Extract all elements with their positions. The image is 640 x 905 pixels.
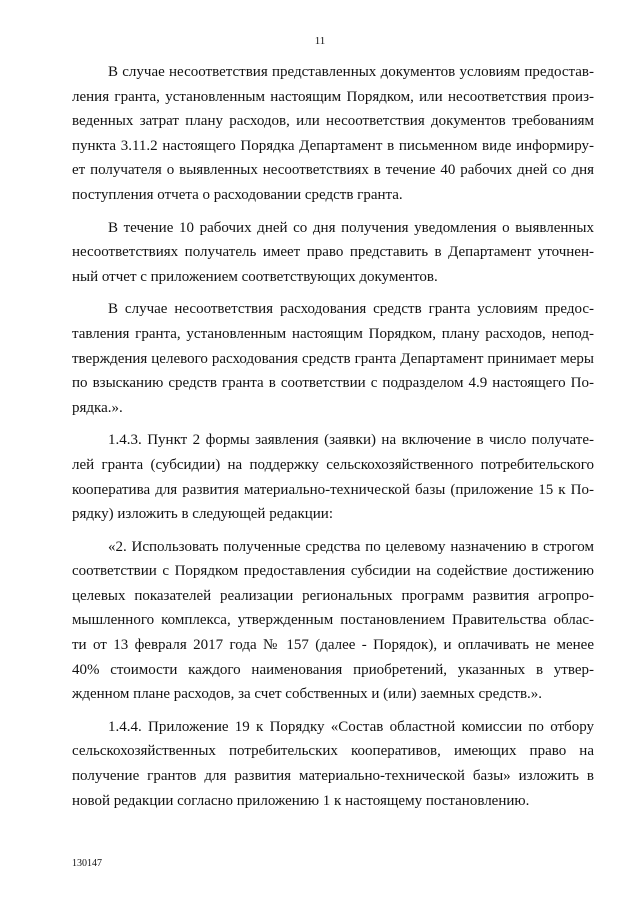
paragraph-1-4-4: [72, 715, 594, 813]
paragraph-grant-recovery: [72, 297, 594, 420]
text-line: ти от 13 февраля 2017 года № 157 (далее - Порядок), и оплачивать не менее: [72, 637, 594, 654]
text-line: веденных затрат плану расходов, или несоответствия документов требованиям: [72, 113, 594, 130]
document-body: [72, 60, 594, 813]
text-line: мышленного комплекса, утвержденным постановлением Правительства облас-: [72, 612, 594, 629]
paragraph-1-4-3: [72, 428, 594, 526]
text-line: В течение 10 рабочих дней со дня получения уведомления о выявленных: [108, 219, 594, 236]
text-line: целевых показателей реализации региональных программ развития агропро-: [72, 587, 594, 604]
page-number: 11: [314, 35, 326, 47]
text-line: тавления гранта, установленным настоящим Порядком, плану расходов, непод-: [72, 325, 594, 342]
text-line: рядку) изложить в следующей редакции:: [72, 506, 333, 523]
text-line: соответствии с Порядком предоставления субсидии на содействие достижению: [72, 563, 594, 580]
document-code: 130147: [72, 858, 102, 869]
paragraph-quoted-item-2: [72, 535, 594, 707]
text-line: новой редакции согласно приложению 1 к настоящему постановлению.: [72, 792, 530, 809]
text-line: ный отчет с приложением соответствующих документов.: [72, 268, 438, 285]
text-line: лей гранта (субсидии) на поддержку сельскохозяйственного потребительского: [72, 456, 594, 473]
paragraph-grant-mismatch: [72, 60, 594, 208]
text-line: по взысканию средств гранта в соответствии с подразделом 4.9 настоящего По-: [72, 375, 594, 392]
text-line: рядка.».: [72, 399, 123, 416]
text-line: 40% стоимости каждого наименования приобретений, указанных в утвер-: [72, 661, 594, 678]
text-line: В случае несоответствия расходования средств гранта условиям предос-: [108, 301, 594, 318]
text-line: получение грантов для развития материально-технической базы» изложить в: [72, 768, 594, 785]
text-line: сельскохозяйственных потребительских кооперативов, имеющих право на: [72, 743, 594, 760]
text-line: несоответствиях получатель имеет право представить в Департамент уточнен-: [72, 244, 594, 261]
text-line: поступления отчета о расходовании средств гранта.: [72, 186, 403, 203]
text-line: 1.4.4. Приложение 19 к Порядку «Состав областной комиссии по отбору: [108, 718, 594, 735]
text-line: тверждения целевого расходования средств гранта Департамент принимает меры: [72, 350, 594, 367]
paragraph-revised-report: [72, 216, 594, 290]
text-line: ления гранта, установленным настоящим Порядком, или несоответствия произ-: [72, 88, 594, 105]
text-line: 1.4.3. Пункт 2 формы заявления (заявки) на включение в число получате-: [108, 432, 594, 449]
text-line: «2. Использовать полученные средства по целевому назначению в строгом: [108, 538, 594, 555]
text-line: кооператива для развития материально-технической базы (приложение 15 к По-: [72, 481, 594, 498]
text-line: ет получателя о выявленных несоответствиях в течение 40 рабочих дней со дня: [72, 162, 594, 179]
text-line: жденном плане расходов, за счет собственных и (или) заемных средств.».: [72, 686, 543, 703]
text-line: пункта 3.11.2 настоящего Порядка Департамент в письменном виде информиру-: [72, 137, 594, 154]
text-line: В случае несоответствия представленных документов условиям предостав-: [108, 64, 594, 80]
